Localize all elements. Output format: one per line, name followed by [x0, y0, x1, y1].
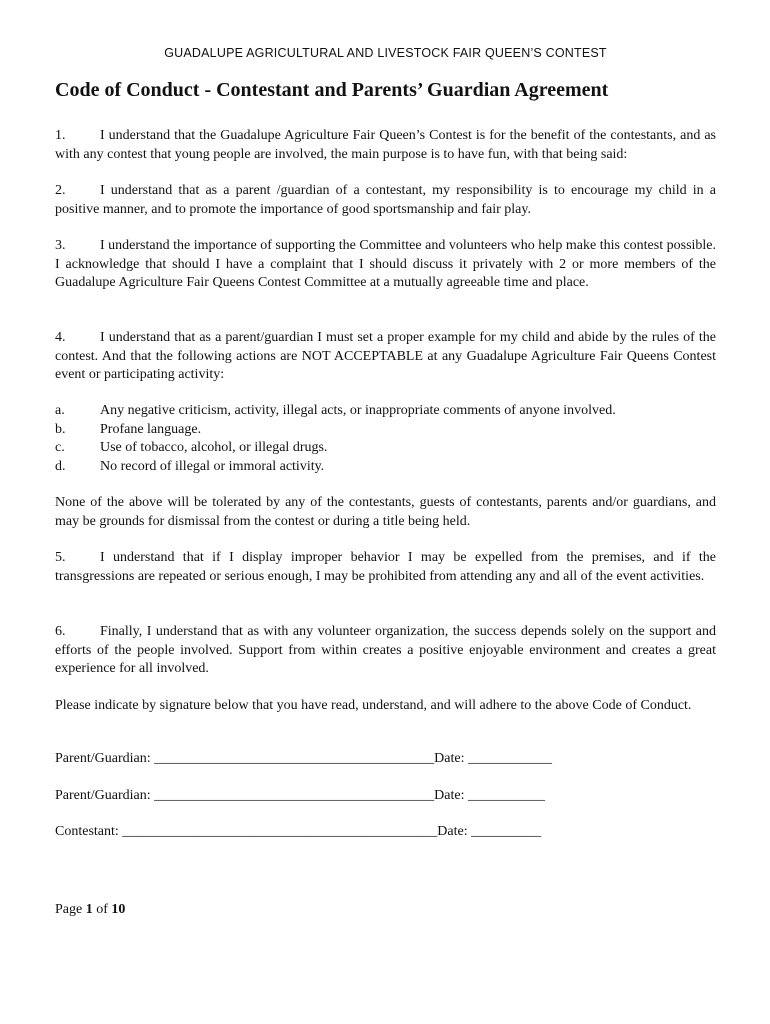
- of-label: of: [96, 902, 108, 917]
- clause-4: [55, 329, 716, 385]
- clause-number: 1.: [55, 128, 66, 143]
- list-item: [55, 439, 716, 458]
- list-item: [55, 421, 716, 440]
- clause-rest: positive manner, and to promote the importance of good sportsmanship and fair play.: [55, 201, 531, 217]
- list-letter: a.: [55, 403, 65, 418]
- page-header: GUADALUPE AGRICULTURAL AND LIVESTOCK FAIR QUEEN’S CONTEST: [164, 46, 607, 60]
- clause-rest: of the contest. And that the following actions are NOT ACCEPTABLE at any Guadalupe Agriculture Fair Queens Contest event or participating activity:: [55, 330, 717, 383]
- clause-rest: and as with any contest that young people are involved, the main purpose is to have fun, with that being said:: [55, 128, 716, 162]
- clause-number: 3.: [55, 238, 66, 253]
- clause-lead: I understand that if I display improper behavior I may be expelled from the premises, and if the: [100, 550, 716, 565]
- parent-guardian-signature-line-2[interactable]: Parent/Guardian: ________________________________________Date: ___________: [55, 788, 545, 803]
- total-pages: 10: [111, 902, 126, 917]
- clause-number: 4.: [55, 330, 66, 345]
- clause-2: [55, 182, 716, 219]
- document-title: Code of Conduct - Contestant and Parents’ Guardian Agreement: [55, 79, 609, 101]
- closing-instruction: Please indicate by signature below that you have read, understand, and will adhere to the above Code of Conduct.: [55, 698, 692, 713]
- clause-lead: I understand that as a parent/guardian I must set a proper example for my child and abide by the rules: [100, 330, 680, 345]
- clause-lead: I understand the importance of supporting the Committee and volunteers who help make this contest: [100, 238, 664, 253]
- list-item: [55, 458, 716, 477]
- clause-6: [55, 623, 716, 679]
- list-letter: c.: [55, 440, 65, 456]
- list-letter: d.: [55, 458, 66, 474]
- clause-number: 5.: [55, 550, 66, 565]
- list-letter: b.: [55, 421, 66, 437]
- clause-rest: support and efforts of the people involved. Support from within creates a positive enjoyable environment and creates a great experience for all involved.: [55, 624, 716, 677]
- clause-1: [55, 127, 716, 164]
- page-label: Page: [55, 902, 83, 917]
- clause-number: 6.: [55, 624, 66, 639]
- clause-rest: transgressions are repeated or serious enough, I may be prohibited from attending any and all of the event activities.: [55, 568, 705, 584]
- contestant-signature-line[interactable]: Contestant: _____________________________________________Date: __________: [55, 824, 542, 839]
- list-item: [55, 402, 716, 421]
- clause-number: 2.: [55, 183, 66, 198]
- clause-rest: possible. I acknowledge that should I have a complaint that I should discuss it privately with 2 or more members of the Guadalupe Agriculture Fair Queens Contest Committee at a mutually agreeable time and place.: [55, 238, 717, 291]
- page-number: 1: [85, 902, 93, 917]
- list-text: Use of tobacco, alcohol, or illegal drugs.: [100, 440, 328, 456]
- clause-lead: I understand that the Guadalupe Agriculture Fair Queen’s Contest is for the benefit of the contestants,: [100, 128, 677, 143]
- clause-lead: Finally, I understand that as with any volunteer organization, the success depends solely on the: [100, 624, 645, 639]
- unacceptable-actions-list: [55, 402, 716, 476]
- list-text: Any negative criticism, activity, illegal acts, or inappropriate comments of anyone involved.: [100, 403, 616, 418]
- clause-5: [55, 549, 716, 586]
- page-footer: [55, 902, 125, 918]
- clause-lead: I understand that as a parent /guardian of a contestant, my responsibility is to encourage my child in a: [100, 183, 716, 198]
- list-text: Profane language.: [100, 421, 202, 437]
- list-text: No record of illegal or immoral activity.: [100, 458, 325, 474]
- tolerance-note: None of the above will be tolerated by any of the contestants, guests of contestants, parents and/or guardians, and may be grounds for dismissal from the contest or during a title being held.: [55, 495, 716, 529]
- parent-guardian-signature-line-1[interactable]: Parent/Guardian: ________________________________________Date: ____________: [55, 751, 552, 766]
- clause-3: [55, 237, 716, 293]
